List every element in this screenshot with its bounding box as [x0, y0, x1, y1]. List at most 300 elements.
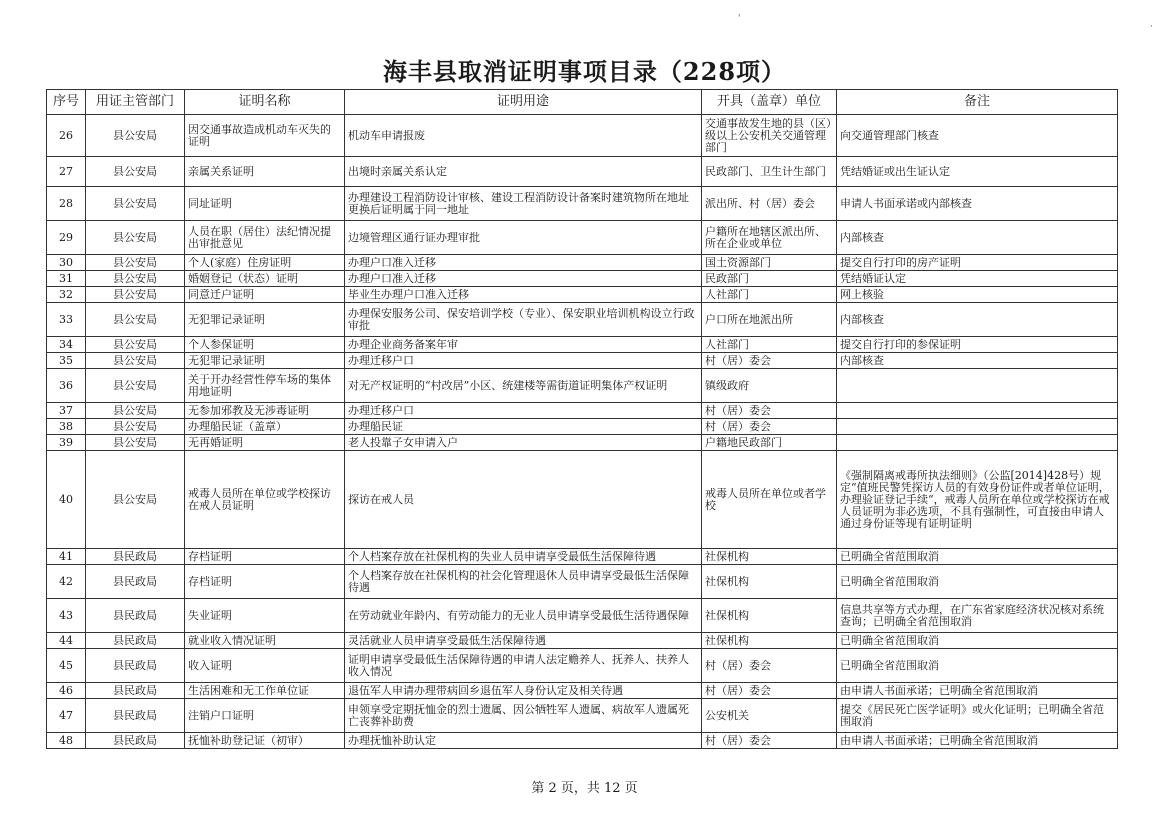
cell-name — [185, 699, 345, 733]
cell-no-text: 46 — [59, 684, 73, 697]
cell-no — [47, 451, 86, 549]
cell-use-text: 办理建设工程消防设计审核、建设工程消防设计备案时建筑物所在地址更换后证明属于同一地址 — [348, 191, 689, 216]
cell-no-text: 30 — [59, 256, 73, 269]
cell-name — [185, 549, 345, 565]
cell-note — [837, 649, 1118, 683]
cell-dept — [86, 255, 185, 271]
cell-use — [345, 599, 702, 633]
cell-dept — [86, 221, 185, 255]
cell-dept-text: 县公安局 — [113, 313, 157, 326]
cell-no-text: 37 — [59, 404, 73, 417]
cell-use-text: 个人档案存放在社保机构的社会化管理退休人员申请享受最低生活保障待遇 — [348, 569, 689, 594]
cell-issuer — [702, 403, 837, 419]
cell-note-text: 网上核验 — [840, 288, 884, 301]
cell-name — [185, 451, 345, 549]
cell-note-text: 内部核查 — [840, 354, 884, 367]
cell-no — [47, 337, 86, 353]
cell-dept-text: 县公安局 — [113, 338, 157, 351]
cell-note-text: 提交自行打印的参保证明 — [840, 338, 961, 351]
cell-use — [345, 369, 702, 403]
cell-use — [345, 683, 702, 699]
cell-use — [345, 649, 702, 683]
cell-no-text: 40 — [59, 493, 73, 506]
cell-use — [345, 699, 702, 733]
cell-dept-text: 县公安局 — [113, 436, 157, 449]
cell-issuer — [702, 549, 837, 565]
cell-note — [837, 337, 1118, 353]
table-row — [47, 369, 1118, 403]
cell-note — [837, 733, 1118, 749]
cell-use — [345, 287, 702, 303]
cell-dept-text: 县公安局 — [113, 165, 157, 178]
cell-name-text: 抚恤补助登记证（初审） — [188, 734, 309, 747]
cell-dept-text: 县民政局 — [113, 634, 157, 647]
cell-dept — [86, 369, 185, 403]
cell-name-text: 关于开办经营性停车场的集体用地证明 — [188, 373, 331, 398]
cell-note — [837, 683, 1118, 699]
cell-use-text: 个人档案存放在社保机构的失业人员申请享受最低生活保障待遇 — [348, 550, 656, 563]
cell-note-text: 信息共享等方式办理，在广东省家庭经济状况核对系统查询；已明确全省范围取消 — [840, 603, 1104, 628]
cell-dept-text: 县公安局 — [113, 197, 157, 210]
cell-use — [345, 435, 702, 451]
cell-issuer-text: 户籍所在地辖区派出所、所在企业或单位 — [705, 225, 826, 250]
cell-issuer — [702, 337, 837, 353]
cell-no — [47, 435, 86, 451]
cell-issuer-text: 戒毒人员所在单位或者学校 — [705, 487, 826, 512]
cell-issuer-text: 村（居）委会 — [705, 684, 771, 697]
cell-note — [837, 353, 1118, 369]
cell-issuer — [702, 255, 837, 271]
cell-issuer — [702, 287, 837, 303]
page-title: 海丰县取消证明事项目录（228项） — [382, 57, 787, 86]
cell-use — [345, 733, 702, 749]
cell-note — [837, 699, 1118, 733]
cell-use-text: 对无产权证明的“村改居”小区、统建楼等需街道证明集体产权证明 — [348, 379, 668, 392]
cell-use — [345, 271, 702, 287]
cell-issuer — [702, 451, 837, 549]
cell-note-text: 《强制隔离戒毒所执法细则》（公监[2014]428号）规定“值班民警凭探访人员的有效身份证件或者单位证明，办理验证登记手续“，戒毒人员所在单位或学校探访在戒人员证明为非必选项，不具有强制性，可直接由申请人通过身份证等现有证明证明 — [840, 469, 1110, 530]
cell-issuer — [702, 187, 837, 221]
cell-issuer — [702, 157, 837, 187]
cell-note — [837, 435, 1118, 451]
cell-name-text: 收入证明 — [188, 659, 232, 672]
cell-issuer — [702, 435, 837, 451]
cell-note — [837, 157, 1118, 187]
cell-dept-text: 县公安局 — [113, 493, 157, 506]
cell-dept — [86, 733, 185, 749]
cell-note-text: 已明确全省范围取消 — [840, 634, 939, 647]
cell-note — [837, 115, 1118, 157]
cell-note — [837, 187, 1118, 221]
cell-use-text: 办理户口准入迁移 — [348, 272, 436, 285]
cell-name-text: 人员在职（居住）法纪情况提出审批意见 — [188, 225, 331, 250]
cell-dept-text: 县民政局 — [113, 550, 157, 563]
table-row — [47, 683, 1118, 699]
cell-no — [47, 287, 86, 303]
cell-note — [837, 565, 1118, 599]
cell-dept — [86, 565, 185, 599]
cell-use-text: 办理企业商务备案年审 — [348, 338, 458, 351]
table-row — [47, 435, 1118, 451]
cell-dept — [86, 419, 185, 435]
cell-use — [345, 187, 702, 221]
cell-dept — [86, 337, 185, 353]
cell-note — [837, 451, 1118, 549]
cell-no — [47, 369, 86, 403]
cell-name — [185, 303, 345, 337]
cell-name — [185, 683, 345, 699]
cell-use — [345, 303, 702, 337]
cell-note-text: 已明确全省范围取消 — [840, 550, 939, 563]
cell-dept — [86, 187, 185, 221]
cell-note — [837, 599, 1118, 633]
cell-issuer-text: 社保机构 — [705, 609, 749, 622]
cell-name — [185, 633, 345, 649]
cell-dept-text: 县民政局 — [113, 609, 157, 622]
cell-issuer — [702, 699, 837, 733]
cell-note — [837, 369, 1118, 403]
cell-no — [47, 565, 86, 599]
cell-note-text: 向交通管理部门核查 — [840, 129, 939, 142]
cell-note — [837, 303, 1118, 337]
cell-name-text: 亲属关系证明 — [188, 165, 254, 178]
cell-issuer — [702, 353, 837, 369]
cell-issuer — [702, 303, 837, 337]
cell-note-text: 提交自行打印的房产证明 — [840, 256, 961, 269]
cell-dept — [86, 649, 185, 683]
cell-name-text: 注销户口证明 — [188, 709, 254, 722]
cell-note-text: 申请人书面承诺或内部核查 — [840, 197, 972, 210]
cell-dept — [86, 403, 185, 419]
table-row — [47, 303, 1118, 337]
table-row — [47, 599, 1118, 633]
cell-dept — [86, 549, 185, 565]
cell-use — [345, 255, 702, 271]
cell-name-text: 无犯罪记录证明 — [188, 313, 265, 326]
table-row — [47, 221, 1118, 255]
cell-issuer-text: 村（居）委会 — [705, 659, 771, 672]
cell-no-text: 31 — [59, 272, 73, 285]
cell-dept-text: 县公安局 — [113, 404, 157, 417]
cell-issuer-text: 村（居）委会 — [705, 354, 771, 367]
table-row — [47, 549, 1118, 565]
scan-mark: · — [1150, 22, 1153, 32]
cell-name — [185, 369, 345, 403]
cell-name — [185, 287, 345, 303]
cell-no-text: 48 — [59, 734, 73, 747]
cell-issuer-text: 村（居）委会 — [705, 420, 771, 433]
cell-no-text: 42 — [59, 575, 73, 588]
cell-name — [185, 221, 345, 255]
cell-no — [47, 255, 86, 271]
cell-no — [47, 633, 86, 649]
table-header-row — [47, 90, 1118, 115]
table-row — [47, 403, 1118, 419]
cell-note-text: 凭结婚证或出生证认定 — [840, 165, 950, 178]
cell-use-text: 灵活就业人员申请享受最低生活保障待遇 — [348, 634, 546, 647]
cell-issuer — [702, 419, 837, 435]
cell-use — [345, 451, 702, 549]
cell-dept — [86, 633, 185, 649]
cell-no-text: 38 — [59, 420, 73, 433]
table-row — [47, 115, 1118, 157]
cell-dept-text: 县民政局 — [113, 684, 157, 697]
cell-dept — [86, 435, 185, 451]
cell-no — [47, 157, 86, 187]
cell-note-text: 内部核查 — [840, 231, 884, 244]
cell-issuer — [702, 115, 837, 157]
cell-note-text: 由申请人书面承诺；已明确全省范围取消 — [840, 734, 1038, 747]
cell-no — [47, 649, 86, 683]
cell-name-text: 存档证明 — [188, 575, 232, 588]
cell-use-text: 办理迁移户口 — [348, 354, 414, 367]
cell-no-text: 28 — [59, 197, 73, 210]
cell-issuer-text: 户口所在地派出所 — [705, 313, 793, 326]
cell-issuer-text: 派出所、村（居）委会 — [705, 197, 815, 210]
cell-dept-text: 县民政局 — [113, 575, 157, 588]
cell-no — [47, 699, 86, 733]
cell-dept — [86, 287, 185, 303]
cell-issuer — [702, 221, 837, 255]
cell-issuer-text: 村（居）委会 — [705, 734, 771, 747]
cell-name — [185, 157, 345, 187]
cell-note — [837, 255, 1118, 271]
cell-name — [185, 419, 345, 435]
cell-no-text: 43 — [59, 609, 73, 622]
cell-no-text: 29 — [59, 231, 73, 244]
cell-no — [47, 271, 86, 287]
cell-name-text: 无再婚证明 — [188, 436, 243, 449]
cell-no — [47, 303, 86, 337]
cell-use-text: 证明申请享受最低生活保障待遇的申请人法定赡养人、抚养人、扶养人收入情况 — [348, 653, 689, 678]
cell-use-text: 老人投靠子女申请入户 — [348, 436, 458, 449]
cell-no-text: 35 — [59, 354, 73, 367]
cell-issuer-text: 民政部门、卫生计生部门 — [705, 165, 826, 178]
table-row — [47, 699, 1118, 733]
cell-use — [345, 221, 702, 255]
cell-use-text: 退伍军人申请办理带病回乡退伍军人身份认定及相关待遇 — [348, 684, 623, 697]
cell-issuer — [702, 649, 837, 683]
table-row — [47, 451, 1118, 549]
cell-name-text: 失业证明 — [188, 609, 232, 622]
cell-name-text: 因交通事故造成机动车灭失的证明 — [188, 123, 331, 148]
cell-no-text: 27 — [59, 165, 73, 178]
cell-no-text: 41 — [59, 550, 73, 563]
cell-no-text: 33 — [59, 313, 73, 326]
cell-note — [837, 271, 1118, 287]
cell-dept-text: 县公安局 — [113, 129, 157, 142]
cell-note — [837, 549, 1118, 565]
cell-issuer — [702, 633, 837, 649]
cell-name-text: 办理船民证（盖章） — [188, 420, 287, 433]
cell-note — [837, 287, 1118, 303]
cell-no — [47, 733, 86, 749]
table-row — [47, 565, 1118, 599]
cell-dept-text: 县公安局 — [113, 379, 157, 392]
cell-issuer — [702, 565, 837, 599]
cell-name-text: 个人(家庭）住房证明 — [188, 256, 292, 269]
cell-note-text: 已明确全省范围取消 — [840, 659, 939, 672]
cell-use-text: 申领享受定期抚恤金的烈士遗属、因公牺牲军人遗属、病故军人遗属死亡丧葬补助费 — [348, 703, 689, 728]
header-dept: 用证主管部门 — [86, 90, 185, 115]
header-no: 序号 — [47, 90, 86, 115]
cell-name-text: 同址证明 — [188, 197, 232, 210]
cell-name-text: 存档证明 — [188, 550, 232, 563]
cell-issuer-text: 社保机构 — [705, 550, 749, 563]
cell-dept-text: 县公安局 — [113, 420, 157, 433]
cell-use — [345, 633, 702, 649]
cell-no-text: 45 — [59, 659, 73, 672]
cell-use-text: 办理户口准入迁移 — [348, 256, 436, 269]
cell-issuer — [702, 369, 837, 403]
cell-name — [185, 187, 345, 221]
cell-name — [185, 733, 345, 749]
cell-no-text: 39 — [59, 436, 73, 449]
table-row — [47, 733, 1118, 749]
cell-use-text: 在劳动就业年龄内、有劳动能力的无业人员申请享受最低生活待遇保障 — [348, 609, 689, 622]
cell-use-text: 边境管理区通行证办理审批 — [348, 231, 480, 244]
page-number: 第 2 页，共 12 页 — [531, 781, 638, 796]
cell-note-text: 由申请人书面承诺；已明确全省范围取消 — [840, 684, 1038, 697]
cell-use-text: 毕业生办理户口准入迁移 — [348, 288, 469, 301]
cell-issuer — [702, 683, 837, 699]
table-row — [47, 287, 1118, 303]
cell-issuer-text: 人社部门 — [705, 338, 749, 351]
cell-issuer-text: 社保机构 — [705, 634, 749, 647]
cell-no — [47, 221, 86, 255]
cell-no — [47, 403, 86, 419]
cell-name-text: 生活困难和无工作单位证 — [188, 684, 309, 697]
cell-note — [837, 419, 1118, 435]
cell-issuer-text: 国土资源部门 — [705, 256, 771, 269]
cell-note-text: 已明确全省范围取消 — [840, 575, 939, 588]
cell-no — [47, 187, 86, 221]
cell-note-text: 凭结婚证认定 — [840, 272, 906, 285]
cell-note — [837, 403, 1118, 419]
cell-note — [837, 633, 1118, 649]
cell-no — [47, 115, 86, 157]
cell-note-text: 提交《居民死亡医学证明》或火化证明；已明确全省范围取消 — [840, 703, 1104, 728]
table-row — [47, 633, 1118, 649]
cell-no — [47, 353, 86, 369]
table-row — [47, 353, 1118, 369]
cell-name — [185, 353, 345, 369]
cell-use — [345, 565, 702, 599]
catalog-table — [46, 89, 1118, 749]
cell-name — [185, 255, 345, 271]
scan-mark: ' — [738, 14, 741, 24]
cell-dept — [86, 699, 185, 733]
table-row — [47, 271, 1118, 287]
header-note: 备注 — [837, 90, 1118, 115]
table-row — [47, 187, 1118, 221]
header-use: 证明用途 — [345, 90, 702, 115]
cell-use-text: 出境时亲属关系认定 — [348, 165, 447, 178]
cell-name — [185, 271, 345, 287]
cell-name-text: 戒毒人员所在单位或学校探访在戒人员证明 — [188, 487, 331, 512]
cell-dept-text: 县公安局 — [113, 288, 157, 301]
cell-no-text: 36 — [59, 379, 73, 392]
cell-issuer-text: 镇级政府 — [705, 379, 749, 392]
cell-name — [185, 565, 345, 599]
cell-use — [345, 115, 702, 157]
cell-dept — [86, 451, 185, 549]
cell-issuer-text: 公安机关 — [705, 709, 749, 722]
cell-name — [185, 649, 345, 683]
cell-issuer-text: 人社部门 — [705, 288, 749, 301]
cell-no-text: 32 — [59, 288, 73, 301]
cell-issuer-text: 村（居）委会 — [705, 404, 771, 417]
cell-name-text: 同意迁户证明 — [188, 288, 254, 301]
cell-use-text: 办理抚恤补助认定 — [348, 734, 436, 747]
cell-name-text: 无犯罪记录证明 — [188, 354, 265, 367]
cell-issuer — [702, 271, 837, 287]
table-row — [47, 255, 1118, 271]
cell-name-text: 婚姻登记（状态）证明 — [188, 272, 298, 285]
cell-note — [837, 221, 1118, 255]
cell-dept — [86, 353, 185, 369]
cell-name-text: 无参加邪教及无涉毒证明 — [188, 404, 309, 417]
cell-dept — [86, 303, 185, 337]
cell-name — [185, 403, 345, 419]
cell-use-text: 办理船民证 — [348, 420, 403, 433]
cell-no — [47, 599, 86, 633]
cell-no — [47, 419, 86, 435]
header-issuer: 开具（盖章）单位 — [702, 90, 837, 115]
cell-dept-text: 县公安局 — [113, 231, 157, 244]
cell-use-text: 办理保安服务公司、保安培训学校（专业）、保安职业培训机构设立行政审批 — [348, 307, 695, 332]
cell-issuer-text: 交通事故发生地的县（区）级以上公安机关交通管理部门 — [705, 117, 832, 154]
cell-dept — [86, 157, 185, 187]
cell-use — [345, 157, 702, 187]
cell-use-text: 办理迁移户口 — [348, 404, 414, 417]
cell-dept — [86, 599, 185, 633]
cell-dept — [86, 115, 185, 157]
cell-no-text: 34 — [59, 338, 73, 351]
cell-name-text: 就业收入情况证明 — [188, 634, 276, 647]
cell-no-text: 47 — [59, 709, 73, 722]
cell-use — [345, 419, 702, 435]
cell-issuer — [702, 733, 837, 749]
cell-use — [345, 353, 702, 369]
cell-dept-text: 县公安局 — [113, 354, 157, 367]
cell-name — [185, 599, 345, 633]
table-row — [47, 337, 1118, 353]
cell-name — [185, 115, 345, 157]
cell-no — [47, 683, 86, 699]
cell-dept-text: 县民政局 — [113, 734, 157, 747]
cell-issuer-text: 民政部门 — [705, 272, 749, 285]
header-name: 证明名称 — [185, 90, 345, 115]
cell-issuer-text: 社保机构 — [705, 575, 749, 588]
cell-name — [185, 435, 345, 451]
cell-no — [47, 549, 86, 565]
cell-use-text: 探访在戒人员 — [348, 493, 414, 506]
table-row — [47, 649, 1118, 683]
cell-name-text: 个人参保证明 — [188, 338, 254, 351]
cell-note-text: 内部核查 — [840, 313, 884, 326]
cell-no-text: 26 — [59, 129, 73, 142]
cell-dept-text: 县民政局 — [113, 709, 157, 722]
cell-dept-text: 县公安局 — [113, 272, 157, 285]
cell-no-text: 44 — [59, 634, 73, 647]
cell-issuer — [702, 599, 837, 633]
cell-dept — [86, 271, 185, 287]
cell-use — [345, 549, 702, 565]
cell-issuer-text: 户籍地民政部门 — [705, 436, 782, 449]
cell-dept — [86, 683, 185, 699]
cell-use-text: 机动车申请报废 — [348, 129, 425, 142]
